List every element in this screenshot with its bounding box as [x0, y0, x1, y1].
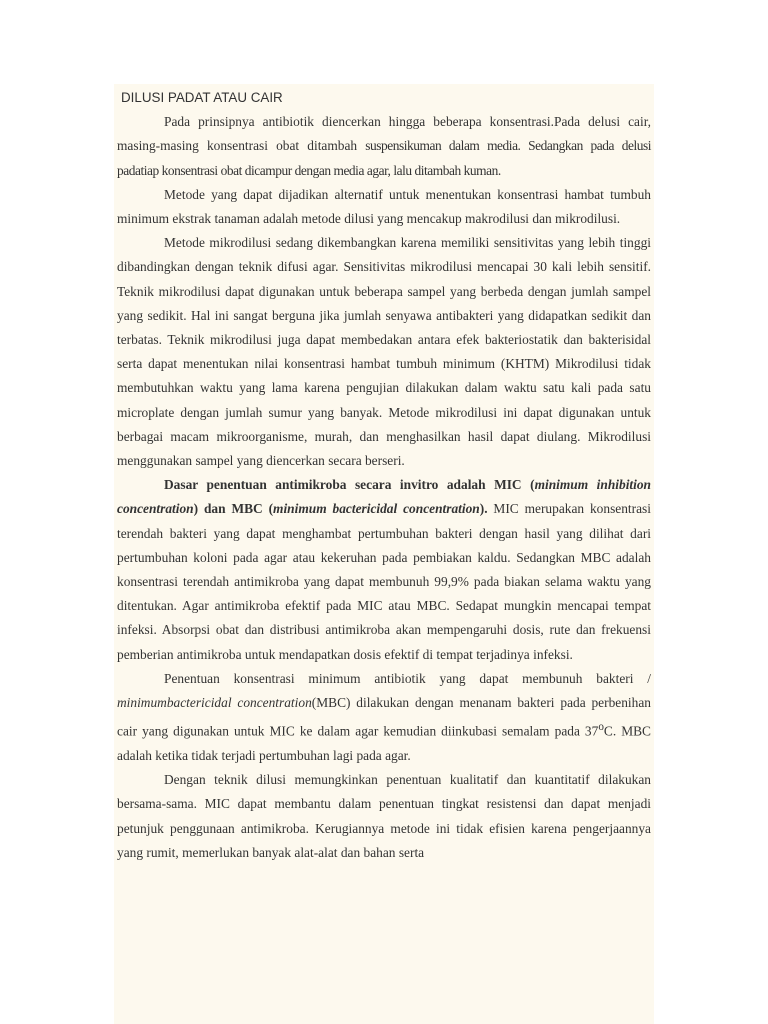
italic-term-mbc: minimumbactericidal concentration [117, 695, 312, 711]
paragraph-text: C. MBC adalah ketika tidak terjadi pertumbuhan lagi pada agar. [117, 723, 651, 763]
bold-text: ). [479, 501, 488, 517]
paragraph-dilution-method: Metode yang dapat dijadikan alternatif untuk menentukan konsentrasi hambat tumbuh minimum ekstrak tanaman adalah metode dilusi yang mencakup makrodilusi dan mikrodilusi. [117, 186, 651, 227]
degree-superscript: o [598, 721, 604, 734]
document-page [114, 84, 654, 1024]
paragraph-dilution-technique: Dengan teknik dilusi memungkinkan penentuan kualitatif dan kuantitatif dilakukan bersama-sama. MIC dapat membantu dalam penentuan tingkat resistensi dan dapat menjadi petunjuk penggunaan antimikroba. Kerugiannya metode ini tidak efisien karena pengerjaannya yang rumit, memerlukan banyak alat-alat dan bahan serta [117, 772, 651, 860]
paragraph-text: MIC merupakan konsentrasi terendah bakteri yang dapat menghambat pertumbuhan bakteri dengan hasil yang dilihat dari pertumbuhan koloni pada agar atau kekeruhan pada pembiakan kaldu. Sedangkan MBC adalah konsentrasi terendah antimikroba yang dapat membunuh 99,9% pada biakan selama waktu yang ditentukan. Agar antimikroba efektif pada MIC atau MBC. Sedapat mungkin mencapai tempat infeksi. Absorpsi obat dan distribusi antimikroba akan mempengaruhi dosis, rute dan frekuensi pemberian antimikroba untuk mendapatkan dosis efektif di tempat terjadinya infeksi. [117, 501, 651, 662]
paragraph-dilution-principle [117, 110, 651, 183]
paragraph-text-condensed: suspensikuman dalam media. Sedangkan pada delusi padatiap konsentrasi obat dicampur dengan media agar, lalu ditambah kuman. [117, 138, 651, 178]
paragraph-text: (MBC) dilakukan dengan menanam bakteri pada perbenihan cair yang digunakan untuk MIC ke dalam agar kemudian diinkubasi semalam pada 37 [117, 695, 651, 739]
paragraph-text: Pada prinsipnya antibiotik diencerkan hingga beberapa konsentrasi.Pada delusi cair, masing-masing konsentrasi obat ditambah [117, 114, 651, 154]
section-heading: DILUSI PADAT ATAU CAIR [121, 90, 283, 105]
bold-text: ) dan MBC ( [193, 501, 274, 517]
paragraph-text: Penentuan konsentrasi minimum antibiotik yang dapat membunuh bakteri / [164, 670, 651, 686]
bold-text: Dasar penentuan antimikroba secara invitro adalah MIC ( [164, 477, 535, 493]
paragraph-mic-mbc [117, 473, 651, 667]
paragraph-microdilution: Metode mikrodilusi sedang dikembangkan karena memiliki sensitivitas yang lebih tinggi dibandingkan dengan teknik difusi agar. Sensitivitas mikrodilusi mencapai 30 kali lebih sensitif. Teknik mikrodilusi dapat digunakan untuk beberapa sampel yang berbeda dengan jumlah sampel yang sedikit. Hal ini sangat berguna jika jumlah senyawa antibakteri yang didapatkan sedikit dan terbatas. Teknik mikrodilusi juga dapat membedakan antara efek bakteriostatik dan bakterisidal serta dapat menentukan nilai konsentrasi hambat tumbuh minimum (KHTM) Mikrodilusi tidak membutuhkan waktu yang lama karena pengujian dilakukan dalam waktu satu kali pada satu microplate dengan jumlah sumur yang banyak. Metode mikrodilusi ini dapat digunakan untuk berbagai macam mikroorganisme, murah, dan menghasilkan hasil dapat diulang. Mikrodilusi menggunakan sampel yang diencerkan secara berseri. [117, 235, 651, 469]
italic-term-mbc: minimum bactericidal concentration [273, 501, 480, 517]
paragraph-mbc-determination [117, 667, 651, 768]
document-body [117, 86, 651, 865]
italic-term-mic: minimum inhibition concentration [117, 477, 652, 517]
